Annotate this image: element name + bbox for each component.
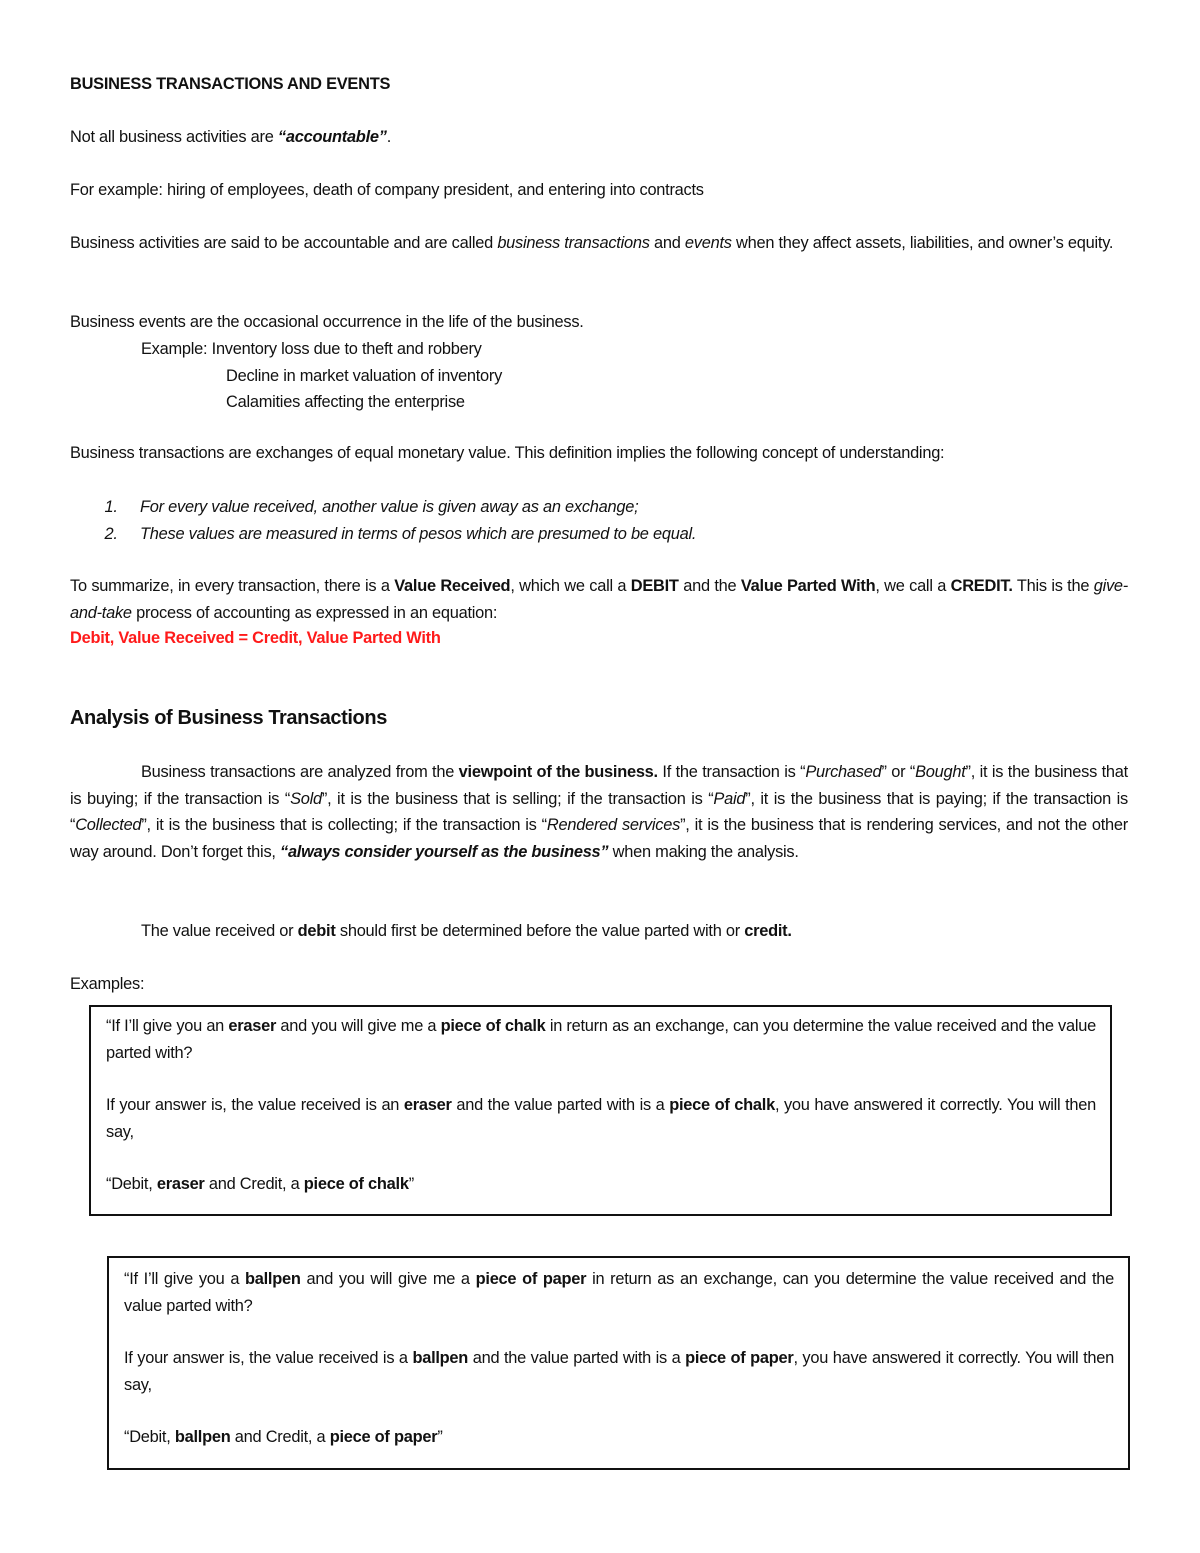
example-answer xyxy=(106,1092,1096,1145)
text-run: If your answer is, the value received is a xyxy=(124,1349,413,1367)
text-run: The value received or xyxy=(141,922,298,940)
paragraph-example xyxy=(70,177,1128,204)
text-run: If the transaction is “ xyxy=(657,763,806,781)
text-run: , we call a xyxy=(875,577,951,595)
text-run: when making the analysis. xyxy=(608,842,799,861)
text-run: Not all business activities are xyxy=(70,128,278,146)
example-question xyxy=(124,1266,1114,1319)
text-run: Business transactions are analyzed from the xyxy=(141,763,459,781)
example-statement xyxy=(106,1171,1096,1198)
paragraph-accountable xyxy=(70,124,1128,151)
emphasis-text: piece of paper xyxy=(475,1270,587,1288)
text-run: “If I’ll give you an xyxy=(106,1017,229,1035)
emphasis-text: Sold xyxy=(290,789,322,808)
emphasis-text: Value Received xyxy=(394,577,511,595)
text-run: and the value parted with is a xyxy=(451,1096,670,1114)
example-item: Decline in market valuation of inventory xyxy=(226,366,503,385)
emphasis-text: eraser xyxy=(156,1175,205,1193)
emphasis-text: piece of paper xyxy=(685,1349,794,1367)
emphasis-text: debit xyxy=(297,922,336,940)
paragraph-business-transactions xyxy=(70,440,1128,467)
paragraph-analysis xyxy=(70,759,1128,865)
text-run: “If I’ll give you a xyxy=(124,1270,245,1288)
text-run: and Credit, a xyxy=(204,1175,304,1193)
paragraph-debit-first xyxy=(141,918,1131,945)
text-run: For example: hiring of employees, death of company president, and entering into contracts xyxy=(70,181,704,199)
paragraph-business-events xyxy=(70,309,1128,336)
emphasis-text: events xyxy=(684,234,732,252)
section-heading: Analysis of Business Transactions xyxy=(70,707,387,729)
text-run: “Debit, xyxy=(106,1175,157,1193)
text-run: This is the xyxy=(1012,577,1094,595)
emphasis-text: viewpoint of the business. xyxy=(458,763,658,781)
example-box-eraser xyxy=(89,1005,1112,1216)
text-run: Business events are the occasional occurrence in the life of the business. xyxy=(70,313,584,331)
example-item: Calamities affecting the enterprise xyxy=(226,393,465,411)
text-run: ”, it is the business that is selling; if the transaction is “ xyxy=(321,789,714,808)
emphasis-text: credit. xyxy=(744,922,792,940)
text-run: , which we call a xyxy=(510,577,631,595)
emphasis-text: ballpen xyxy=(412,1349,469,1367)
emphasis-text: ballpen xyxy=(174,1428,231,1446)
text-run: , you have answered it correctly. You will then say, xyxy=(106,1096,1097,1141)
text-run: and Credit, a xyxy=(230,1428,330,1446)
text-run: and xyxy=(649,234,685,252)
example-box-ballpen xyxy=(107,1256,1130,1470)
emphasis-text: piece of chalk xyxy=(440,1017,546,1035)
events-examples xyxy=(141,336,1041,416)
concept-item: 1. For every value received, another value is given away as an exchange; xyxy=(122,494,1128,521)
text-run: ” xyxy=(437,1428,443,1446)
emphasis-text: “accountable” xyxy=(277,128,387,146)
text-run: ”, it is the business that is rendering services, and not the other way around. Don’t forget this, xyxy=(70,816,1128,861)
text-run: and you will give me a xyxy=(276,1017,441,1035)
emphasis-text: CREDIT. xyxy=(950,577,1013,595)
emphasis-text: ballpen xyxy=(245,1270,301,1288)
examples-label: Examples: xyxy=(70,975,145,993)
text-run: , you have answered it correctly. You will then say, xyxy=(124,1349,1114,1394)
text-run: ”, it is the business that is buying; if the transaction is “ xyxy=(70,763,1128,808)
text-run: ” xyxy=(408,1175,414,1193)
text-run: If your answer is, the value received is an xyxy=(106,1096,404,1114)
emphasis-text: eraser xyxy=(228,1017,277,1035)
paragraph-summary xyxy=(70,573,1128,626)
emphasis-text: Purchased xyxy=(805,763,882,781)
document-title: BUSINESS TRANSACTIONS AND EVENTS xyxy=(70,75,391,93)
example-answer xyxy=(124,1345,1114,1398)
emphasis-text: piece of chalk xyxy=(303,1175,409,1193)
text-run: “Debit, xyxy=(124,1428,175,1446)
emphasis-text: business transactions xyxy=(497,234,650,252)
text-run: should first be determined before the value parted with or xyxy=(335,922,745,940)
equation: Debit, Value Received = Credit, Value Parted With xyxy=(70,629,441,647)
emphasis-text: DEBIT xyxy=(630,577,679,595)
text-run: ”, it is the business that is paying; if the transaction is “ xyxy=(70,789,1128,834)
emphasis-text: Paid xyxy=(713,789,746,808)
text-run: process of accounting as expressed in an equation: xyxy=(131,603,498,622)
text-run: Business activities are said to be accountable and are called xyxy=(70,234,498,252)
text-run: in return as an exchange, can you determine the value received and the value parted with? xyxy=(106,1017,1096,1062)
text-run: ”, it is the business that is collecting; if the transaction is “ xyxy=(141,816,547,834)
emphasis-text: Rendered services xyxy=(546,816,681,834)
text-run: and you will give me a xyxy=(300,1270,476,1288)
text-run: when they affect assets, liabilities, and owner’s equity. xyxy=(731,234,1114,252)
text-run: Business transactions are exchanges of equal monetary value. This definition implies the following concept of understanding: xyxy=(70,444,945,462)
example-item: Inventory loss due to theft and robbery xyxy=(211,340,482,358)
emphasis-text: give-and-take xyxy=(70,577,1128,622)
paragraph-business-activities xyxy=(70,230,1128,257)
example-label: Example: xyxy=(141,340,212,358)
text-run: . xyxy=(386,128,391,146)
emphasis-text: piece of chalk xyxy=(669,1096,775,1114)
emphasis-text: Bought xyxy=(915,763,966,781)
text-run: and the xyxy=(678,577,741,595)
emphasis-text: piece of paper xyxy=(329,1428,438,1446)
text-run: in return as an exchange, can you determine the value received and the value parted with? xyxy=(124,1270,1114,1315)
text-run: ” or “ xyxy=(881,763,916,781)
example-question xyxy=(106,1013,1096,1066)
emphasis-text: “always consider yourself as the business” xyxy=(280,842,609,861)
emphasis-text: Value Parted With xyxy=(740,577,876,595)
emphasis-text: Collected xyxy=(75,816,142,834)
text-run: To summarize, in every transaction, there is a xyxy=(70,577,395,595)
emphasis-text: eraser xyxy=(403,1096,452,1114)
concept-list xyxy=(70,494,1128,547)
example-line xyxy=(141,336,1041,363)
concept-item: 2. These values are measured in terms of pesos which are presumed to be equal. xyxy=(122,521,1128,548)
example-statement xyxy=(124,1424,1114,1451)
text-run: and the value parted with is a xyxy=(468,1349,686,1367)
